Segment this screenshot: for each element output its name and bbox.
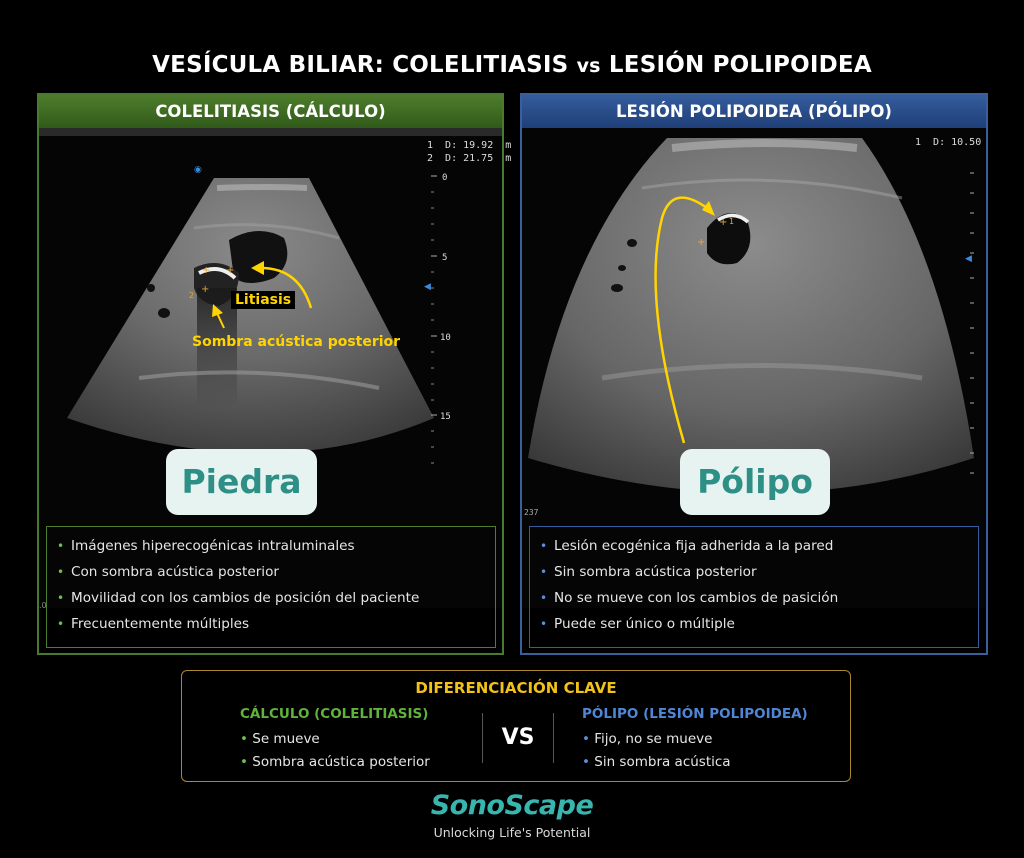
colelitiasis-header: COLELITIASIS (CÁLCULO) <box>39 95 502 128</box>
page-title <box>0 52 1024 78</box>
colelitiasis-panel <box>37 93 512 655</box>
depth-tick-10: 10 <box>440 333 451 343</box>
list-item: • Puede ser único o múltiple <box>540 616 735 632</box>
depth-tick-5: 5 <box>442 253 448 263</box>
list-item: • Con sombra acústica posterior <box>57 564 279 580</box>
svg-text:1: 1 <box>729 217 735 226</box>
list-item: • Se mueve <box>240 731 320 747</box>
piedra-label: Piedra <box>166 449 317 515</box>
key-difference-box <box>181 670 851 782</box>
polipo-header: LESIÓN POLIPOIDEA (PÓLIPO) <box>522 95 986 128</box>
corner-number: 237 <box>524 508 539 517</box>
title-part2: LESIÓN POLIPOIDEA <box>608 52 872 78</box>
key-right-column <box>582 706 808 774</box>
list-item: • Lesión ecogénica fija adherida a la pared <box>540 538 834 554</box>
sonoscape-logo: SonoScape <box>430 790 594 821</box>
list-item: • Fijo, no se mueve <box>582 731 713 747</box>
colelitiasis-features <box>46 526 496 648</box>
svg-text:+: + <box>719 217 728 228</box>
key-difference-title: DIFERENCIACIÓN CLAVE <box>415 679 617 697</box>
list-item: • No se mueve con los cambios de pasición <box>540 590 839 606</box>
measurement-1: 1 D: 19.92 m <box>427 140 512 151</box>
polipo-features <box>529 526 979 648</box>
key-left-column <box>240 706 430 774</box>
svg-text:+: + <box>697 237 706 248</box>
svg-text:+: + <box>226 265 235 276</box>
list-item: • Sombra acústica posterior <box>240 754 430 770</box>
shadow-annotation: Sombra acústica posterior <box>192 334 401 350</box>
svg-text:2: 2 <box>189 291 195 300</box>
svg-text:◉: ◉ <box>194 165 202 175</box>
list-item: • Sin sombra acústica <box>582 754 731 770</box>
list-item: • Sin sombra acústica posterior <box>540 564 757 580</box>
svg-text:◀: ◀ <box>965 254 972 264</box>
measurement-2: 2 D: 21.75 m <box>427 153 512 164</box>
svg-text:+: + <box>202 265 211 276</box>
key-right-heading: PÓLIPO (LESIÓN POLIPOIDEA) <box>582 706 808 722</box>
title-part1: VESÍCULA BILIAR: COLELITIASIS <box>152 52 569 78</box>
vs-label: VS <box>482 713 554 763</box>
depth-tick-0: 0 <box>442 173 448 183</box>
list-item: • Movilidad con los cambios de posición del paciente <box>57 590 420 606</box>
polipo-panel <box>520 93 988 655</box>
key-left-heading: CÁLCULO (COLELITIASIS) <box>240 706 429 722</box>
svg-text:+: + <box>201 284 210 295</box>
svg-text:.0: .0 <box>39 601 47 610</box>
list-item: • Frecuentemente múltiples <box>57 616 250 632</box>
litiasis-annotation: Litiasis <box>231 291 295 309</box>
list-item: • Imágenes hiperecogénicas intraluminales <box>57 538 355 554</box>
measurement-1: 1 D: 10.50 <box>915 137 982 148</box>
polipo-label: Pólipo <box>680 449 830 515</box>
brand-tagline: Unlocking Life's Potential <box>433 825 591 840</box>
title-vs: vs <box>576 55 601 77</box>
svg-text:◀: ◀ <box>424 282 431 292</box>
depth-tick-15: 15 <box>440 412 451 422</box>
